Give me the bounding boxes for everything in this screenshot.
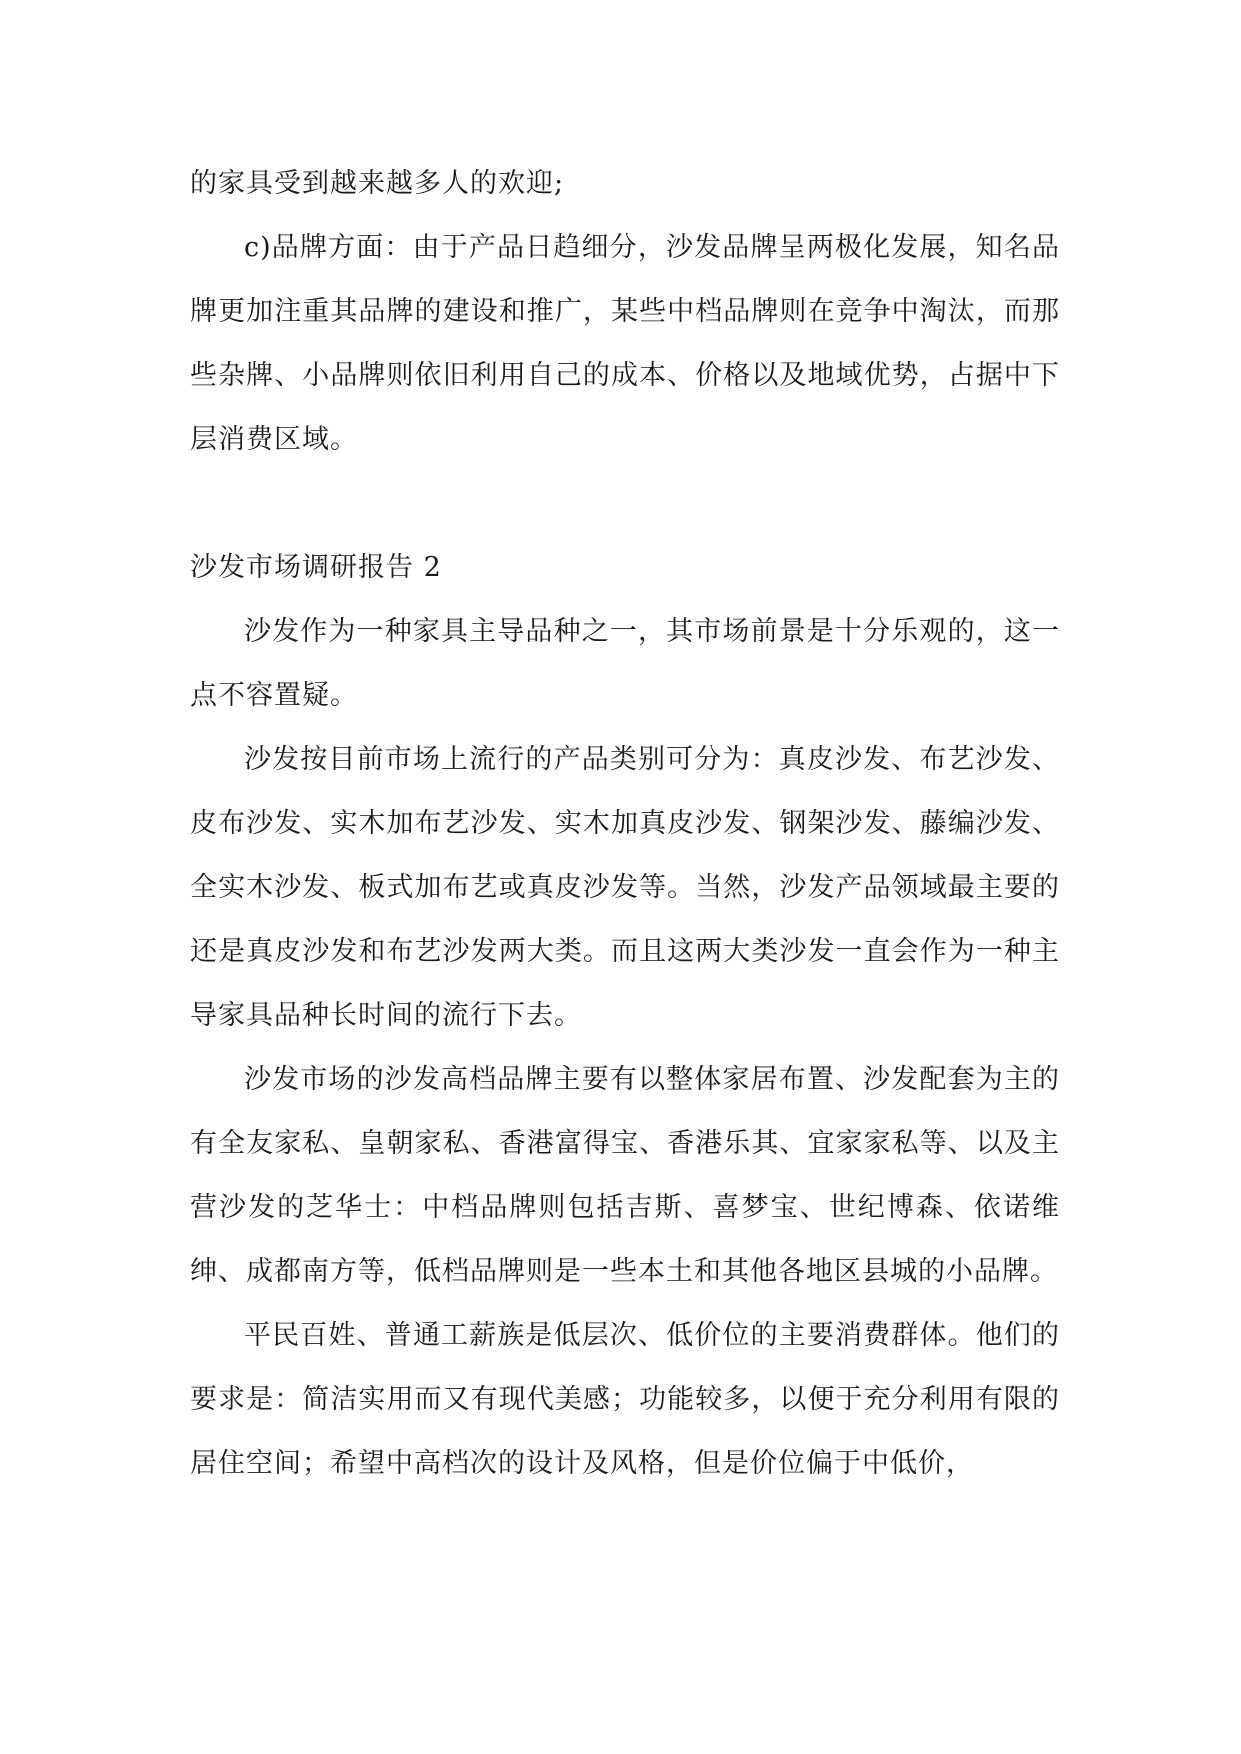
document-body bbox=[190, 152, 1060, 1496]
paragraph-consumer-groups: 平民百姓、普通工薪族是低层次、低价位的主要消费群体。他们的要求是：简洁实用而又有现代美感；功能较多，以便于充分利用有限的居住空间；希望中高档次的设计及风格，但是价位偏于中低价， bbox=[190, 1320, 1060, 1479]
paragraph-brand: c)品牌方面：由于产品日趋细分，沙发品牌呈两极化发展，知名品牌更加注重其品牌的建设和推广，某些中档品牌则在竞争中淘汰，而那些杂牌、小品牌则依旧利用自己的成本、价格以及地域优势，占据中下层消费区域。 bbox=[190, 232, 1060, 455]
paragraph-market-outlook: 沙发作为一种家具主导品种之一，其市场前景是十分乐观的，这一点不容置疑。 bbox=[190, 616, 1060, 711]
paragraph-continued: 的家具受到越来越多人的欢迎; bbox=[190, 168, 565, 199]
paragraph-product-categories: 沙发按目前市场上流行的产品类别可分为：真皮沙发、布艺沙发、皮布沙发、实木加布艺沙发、实木加真皮沙发、钢架沙发、藤编沙发、全实木沙发、板式加布艺或真皮沙发等。当然，沙发产品领域最主要的还是真皮沙发和布艺沙发两大类。而且这两大类沙发一直会作为一种主导家具品种长时间的流行下去。 bbox=[190, 744, 1060, 1031]
section-title: 沙发市场调研报告 2 bbox=[190, 552, 442, 583]
paragraph-brand-tiers: 沙发市场的沙发高档品牌主要有以整体家居布置、沙发配套为主的有全友家私、皇朝家私、香港富得宝、香港乐其、宜家家私等、以及主营沙发的芝华士：中档品牌则包括吉斯、喜梦宝、世纪博森、依诺维绅、成都南方等，低档品牌则是一些本土和其他各地区县城的小品牌。 bbox=[190, 1064, 1060, 1287]
